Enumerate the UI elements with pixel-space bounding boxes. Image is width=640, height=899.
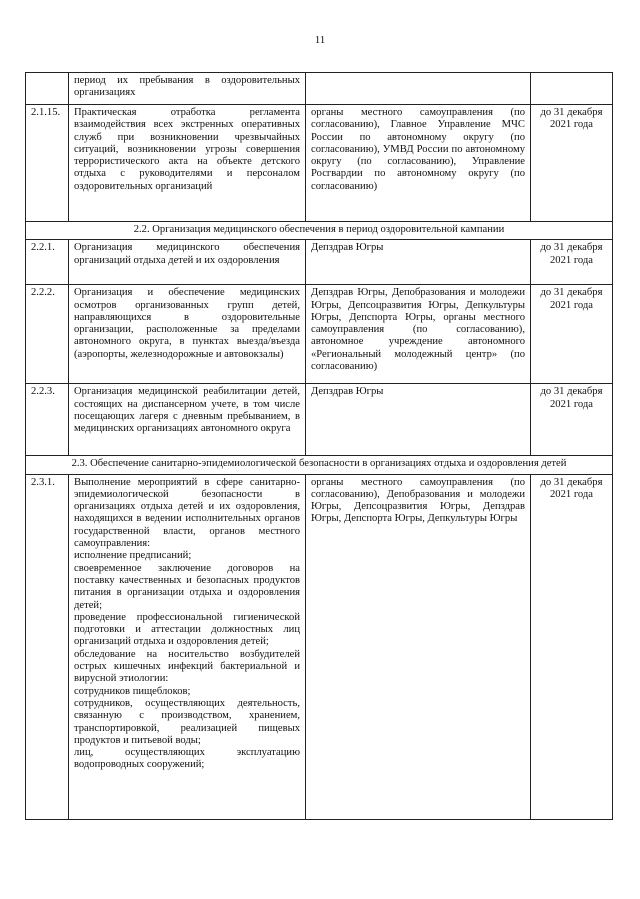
activity-line: лиц, осуществляющих эксплуатацию водопроводных сооружений; [74,747,300,771]
responsible-cell: органы местного самоуправления (по согласованию), Главное Управление МЧС России по автономному округу (по согласованию), УМВД России по автономному округу (по согласованию), Управление Росгвардии по автономному округу (по согласованию) [306,105,531,222]
table-row [26,105,613,222]
activity-cell: Практическая отработка регламента взаимодействия всех экстренных оперативных служб при возникновении чрезвычайных ситуаций, возникновении угрозы совершения террористического акта на объекте детского отдыха с руководителями и персоналом оздоровительных организаций [69,105,306,222]
deadline-cell: до 31 декабря 2021 года [531,384,613,456]
section-title: 2.2. Организация медицинского обеспечения в период оздоровительной кампании [26,222,613,240]
action-plan-table [25,72,613,820]
deadline-cell: до 31 декабря 2021 года [531,285,613,384]
table-row [26,474,613,819]
table-row [26,384,613,456]
activity-line: исполнение предписаний; [74,550,192,562]
table-row [26,240,613,285]
item-number: 2.1.15. [26,105,69,222]
responsible-cell [306,73,531,105]
activity-line: Выполнение мероприятий в сфере санитарно-эпидемиологической безопасности в организациях отдыха детей и их оздоровления, находящихся в ведении исполнительных органов государственной власти, органов местного самоуправления: [74,476,300,550]
deadline-cell: до 31 декабря 2021 года [531,105,613,222]
section-title: 2.3. Обеспечение санитарно-эпидемиологической безопасности в организациях отдыха и оздоровления детей [26,456,613,474]
table-row [26,73,613,105]
activity-cell: Организация медицинской реабилитации детей, состоящих на диспансерном учете, в том числе посещающих лагеря с дневным пребыванием, в медицинских организациях автономного округа [69,384,306,456]
activity-line: проведение профессиональной гигиенической подготовки и аттестации должностных лиц организаций отдыха и оздоровления детей; [74,611,300,648]
item-number: 2.2.3. [26,384,69,456]
activity-cell [69,474,306,819]
activity-cell: Организация и обеспечение медицинских осмотров организованных групп детей, направляющихся в оздоровительные организации, расположенные за пределами автономного округа, в пунктах выезда/въезда (аэропорты, железнодорожные и автовокзалы) [69,285,306,384]
activity-cell: период их пребывания в оздоровительных организациях [69,73,306,105]
responsible-cell: органы местного самоуправления (по согласованию), Депобразования и молодежи Югры, Депсоцразвития Югры, Депздрав Югры, Депспорта Югры, Депкультуры Югры [306,474,531,819]
item-number: 2.2.1. [26,240,69,285]
page-number: 11 [314,34,326,46]
item-number: 2.2.2. [26,285,69,384]
responsible-cell: Депздрав Югры, Депобразования и молодежи Югры, Депсоцразвития Югры, Депкультуры Югры, Депспорта Югры, органы местного самоуправления (по согласованию), автономное учреждение автономного «Региональный молодежный центр» (по согласованию) [306,285,531,384]
responsible-cell: Депздрав Югры [306,240,531,285]
table-row [26,285,613,384]
section-row [26,456,613,474]
responsible-cell: Депздрав Югры [306,384,531,456]
activity-line: своевременное заключение договоров на поставку качественных и безопасных продуктов питания в организации отдыха и оздоровления детей; [74,562,300,611]
deadline-cell: до 31 декабря 2021 года [531,240,613,285]
deadline-cell: до 31 декабря 2021 года [531,474,613,819]
section-row [26,222,613,240]
activity-line: обследование на носительство возбудителей острых кишечных инфекций бактериальной и вирусной этиологии: [74,648,300,685]
activity-cell: Организация медицинского обеспечения организаций отдыха детей и их оздоровления [69,240,306,285]
deadline-cell [531,73,613,105]
item-number: 2.3.1. [26,474,69,819]
item-number [26,73,69,105]
activity-line: сотрудников пищеблоков; [74,685,191,697]
activity-line: сотрудников, осуществляющих деятельность, связанную с производством, хранением, транспортировкой, реализацией пищевых продуктов и питьевой воды; [74,697,300,746]
